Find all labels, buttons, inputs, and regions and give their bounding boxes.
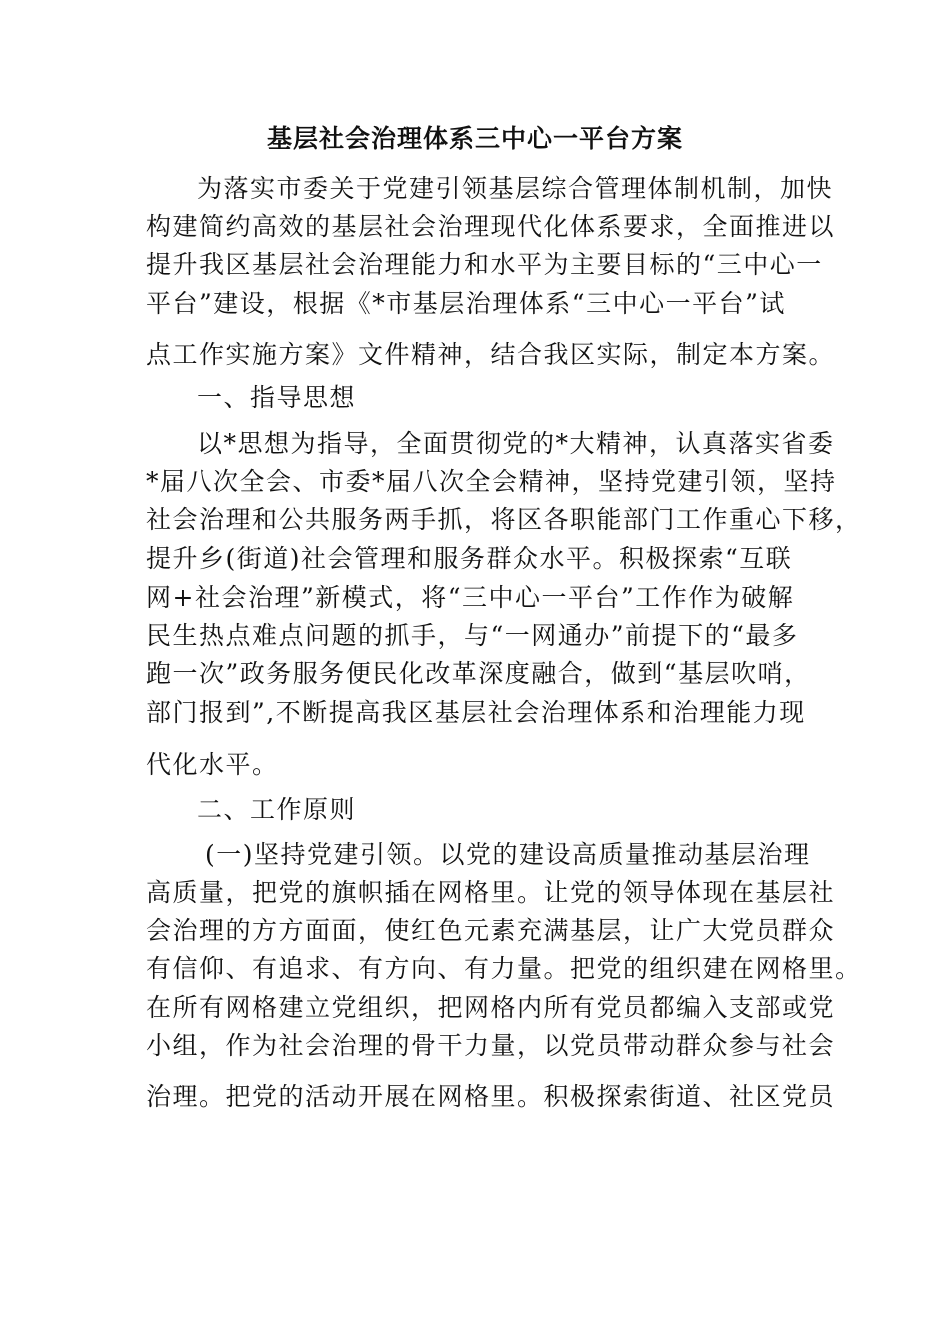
paragraph-line: 以*思想为指导，全面贯彻党的*大精神，认真落实省委 [197, 429, 835, 458]
paragraph-line: 网+社会治理”新模式，将“三中心一平台”工作作为破解 [146, 583, 795, 612]
paragraph-line: *届八次全会、市委*届八次全会精神，坚持党建引领，坚持 [146, 467, 837, 496]
paragraph-line: 会治理的方方面面，使红色元素充满基层，让广大党员群众 [146, 916, 836, 945]
paragraph-line: 民生热点难点问题的抓手，与“一网通办”前提下的“最多 [146, 621, 799, 650]
paragraph-line: 社会治理和公共服务两手抓，将区各职能部门工作重心下移， [146, 505, 862, 534]
paragraph-line: 治理。把党的活动开展在网格里。积极探索街道、社区党员 [146, 1082, 836, 1111]
document-title: 基层社会治理体系三中心一平台方案 [266, 124, 683, 153]
paragraph-line: 在所有网格建立党组织，把网格内所有党员都编入支部或党 [146, 993, 836, 1022]
paragraph-line: 构建简约高效的基层社会治理现代化体系要求，全面推进以 [146, 212, 836, 241]
paragraph-line: (一)坚持党建引领。以党的建设高质量推动基层治理 [205, 840, 811, 869]
paragraph-line: 代化水平。 [146, 750, 279, 779]
section-heading: 一、指导思想 [197, 383, 357, 412]
paragraph-line: 提升我区基层社会治理能力和水平为主要目标的“三中心一 [146, 250, 823, 279]
paragraph-line: 有信仰、有追求、有方向、有力量。把党的组织建在网格里。 [146, 954, 862, 983]
paragraph-line: 跑一次”政务服务便民化改革深度融合，做到“基层吹哨， [146, 659, 811, 688]
paragraph-line: 提升乡(街道)社会管理和服务群众水平。积极探索“互联 [146, 544, 793, 573]
section-heading: 二、工作原则 [197, 795, 357, 824]
paragraph-line: 为落实市委关于党建引领基层综合管理体制机制，加快 [197, 174, 834, 203]
paragraph-line: 小组，作为社会治理的骨干力量，以党员带动群众参与社会 [146, 1031, 836, 1060]
paragraph-line: 点工作实施方案》文件精神，结合我区实际，制定本方案。 [146, 340, 836, 369]
paragraph-line: 高质量，把党的旗帜插在网格里。让党的领导体现在基层社 [146, 878, 836, 907]
paragraph-line: 部门报到”,不断提高我区基层社会治理体系和治理能力现 [146, 698, 806, 727]
paragraph-line: 平台”建设，根据《*市基层治理体系“三中心一平台”试 [146, 289, 786, 318]
